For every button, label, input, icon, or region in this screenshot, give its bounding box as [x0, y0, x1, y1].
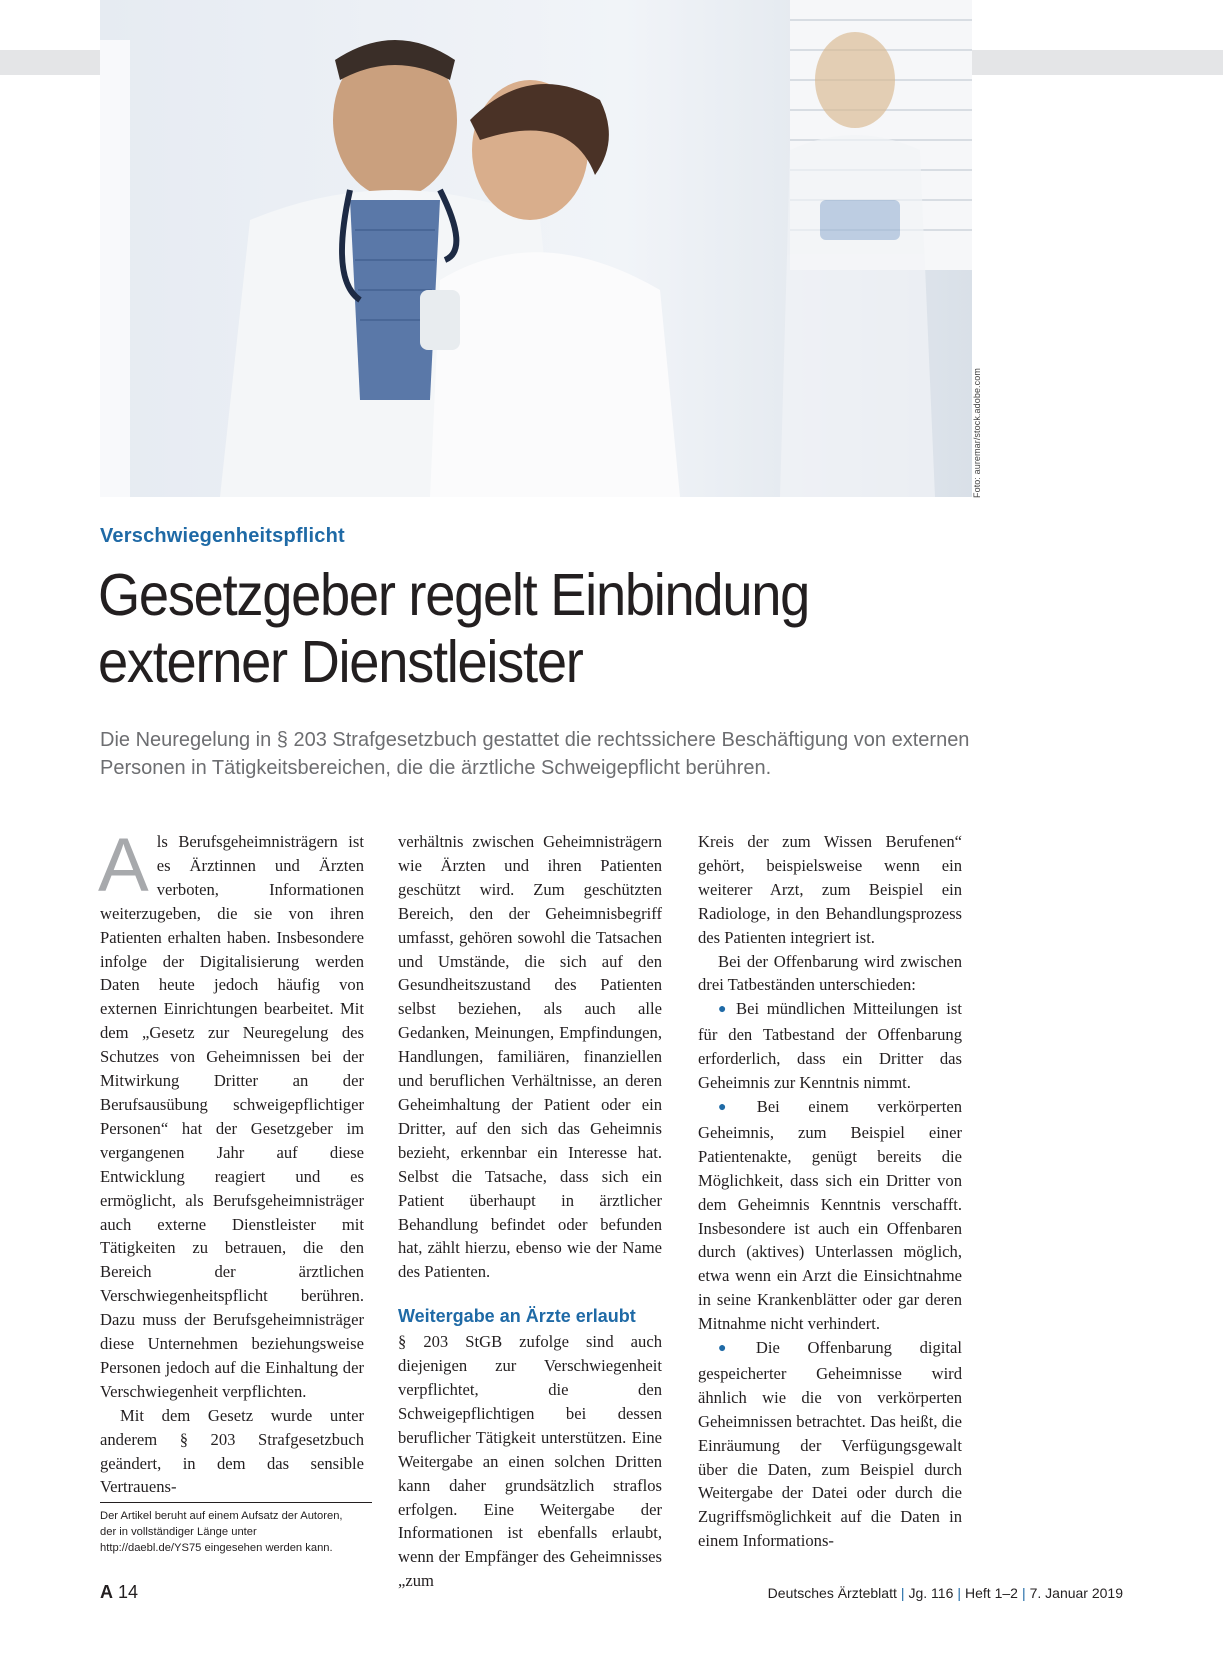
article-kicker: Verschwiegenheitspflicht: [100, 525, 345, 547]
page-prefix: A: [100, 1582, 113, 1602]
paragraph: Mit dem Gesetz wurde unter anderem § 203 Strafgesetzbuch geändert, in dem das sensible Vertrauens-: [100, 1405, 364, 1497]
photo-doctors-icon: [100, 0, 972, 497]
text-column-1: [98, 823, 364, 1499]
journal-issue: Heft 1–2: [965, 1585, 1018, 1601]
dropcap: A: [98, 823, 149, 908]
footnote-line: der in vollständiger Länge unter: [100, 1526, 257, 1538]
separator: |: [1021, 1585, 1026, 1601]
section-subhead: Weitergabe an Ärzte erlaubt: [398, 1306, 636, 1327]
bullet-icon: ●: [718, 1002, 731, 1018]
header-band-left: [0, 50, 100, 75]
journal-volume: Jg. 116: [908, 1585, 954, 1601]
bullet-text: Bei mündlichen Mitteilungen ist für den Tatbestand der Offenbarung erforderlich, dass ein Dritter das Geheimnis zur Kenntnis nimmt.: [698, 999, 962, 1093]
paragraph: verhältnis zwischen Geheimnisträgern wie Ärzten und ihren Patienten geschützt wird. Zum geschützten Bereich, den der Geheimnisbegriff umfasst, gehören sowohl die Tatsachen und Umstände, die sich auf den Gesundheitszustand des Patienten selbst beziehen, als auch alle Gedanken, Meinungen, Empfindungen, Handlungen, familiären, finanziellen und beruflichen Verhältnisse, an deren Geheimhaltung der Patient oder ein Dritter, auf den sich das Geheimnis bezieht, erkennbar ein Interesse hat. Selbst die Tatsache, dass sich ein Patient überhaupt in ärztlicher Behandlung befindet oder befunden hat, zählt hierzu, ebenso wie der Name des Patienten.: [398, 832, 662, 1282]
journal-name: Deutsches Ärzteblatt: [767, 1585, 897, 1601]
lede-line-2: Personen in Tätigkeitsbereichen, die die ärztliche Schweigepflicht berühren.: [100, 757, 772, 779]
bullet-text: Bei einem verkörperten Geheimnis, zum Beispiel einer Patientenakte, genügt bereits die Möglichkeit, dass sich ein Dritter von dem Geheimnis Kenntnis verschafft. Insbesondere ist auch ein Offenbaren durch (aktives) Unterlassen möglich, etwa wenn ein Arzt die Einsichtnahme in seine Krankenblätter oder gar deren Mitnahme nicht verhindert.: [698, 1096, 962, 1334]
paragraph: § 203 StGB zufolge sind auch diejenigen zur Verschwiegenheit verpflichtet, die den Schweigepflichtigen bei dessen beruflicher Tätigkeit unterstützen. Eine Weitergabe an einen solchen Dritten kann daher grundsätzlich straflos erfolgen. Eine Weitergabe der Informationen ist ebenfalls erlaubt, wenn der Empfänger des Geheimnisses „zum: [398, 1332, 662, 1591]
footnote-line: Der Artikel beruht auf einem Aufsatz der Autoren,: [100, 1510, 343, 1522]
separator: |: [957, 1585, 962, 1601]
headline-line-2: externer Dienstleister: [98, 629, 583, 695]
text-column-2: [398, 830, 662, 1593]
paragraph-text: ls Berufsgeheimnisträgern ist es Ärztinnen und Ärzten verboten, Informationen weiterzugeben, die sie von ihren Patienten erhalten haben. Insbesondere infolge der Digitalisierung werden Daten heute jedoch häufig von externen Einrichtungen bearbeitet. Mit dem „Gesetz zur Neuregelung des Schutzes von Geheimnissen bei der Mitwirkung Dritter an der Berufsausübung schweigepflichtiger Personen“ hat der Gesetzgeber im vergangenen Jahr auf diese Entwicklung reagiert und es ermöglicht, als Berufsgeheimnisträger auch externe Dienstleister mit Tätigkeiten zu betrauen, die den Bereich der ärztlichen Verschwiegenheitspflicht berühren. Dazu muss der Berufsgeheimnisträger diese Unternehmen beziehungsweise Personen jedoch auf die Einhaltung der Verschwiegenheit verpflichten.: [100, 832, 364, 1401]
paragraph: Bei der Offenbarung wird zwischen drei Tatbeständen unterschieden:: [698, 951, 962, 995]
lede-line-1: Die Neuregelung in § 203 Strafgesetzbuch gestattet die rechtssichere Beschäftigung von externen: [100, 729, 970, 751]
separator: |: [900, 1585, 905, 1601]
page-number-value: 14: [118, 1582, 139, 1602]
bullet-item: [698, 997, 962, 1095]
article-photo: [100, 0, 972, 497]
paragraph: [98, 823, 364, 1404]
paragraph: Kreis der zum Wissen Berufenen“ gehört, beispielsweise wenn ein weiterer Arzt, zum Beispiel ein Radiologe, in den Behandlungsprozess des Patienten integriert ist.: [698, 832, 962, 947]
footnote: [100, 1502, 372, 1556]
header-band-right: [972, 50, 1223, 75]
headline-line-1: Gesetzgeber regelt Einbindung: [98, 562, 810, 628]
bullet-text: Die Offenbarung digital gespeicherter Geheimnisse wird ähnlich wie die von verkörperten Geheimnissen betrachtet. Das heißt, die Einräumung der Verfügungsgewalt über die Daten, zum Beispiel durch Weitergabe der Datei oder durch die Zugriffsmöglichkeit auf die Daten in einem Informations-: [698, 1338, 962, 1551]
journal-date: 7. Januar 2019: [1029, 1585, 1123, 1601]
bullet-item: [698, 1336, 962, 1553]
bullet-item: [698, 1095, 962, 1336]
footer-masthead: [768, 1585, 1123, 1601]
article-lede: [100, 726, 980, 782]
bullet-icon: ●: [718, 1341, 750, 1357]
photo-credit: Foto: auremar/stock.adobe.com: [972, 368, 982, 498]
text-column-3: [698, 830, 962, 1553]
footnote-line: http://daebl.de/YS75 eingesehen werden kann.: [100, 1542, 333, 1554]
bullet-icon: ●: [718, 1099, 751, 1115]
article-headline: [98, 562, 926, 696]
page-number: [100, 1582, 138, 1603]
